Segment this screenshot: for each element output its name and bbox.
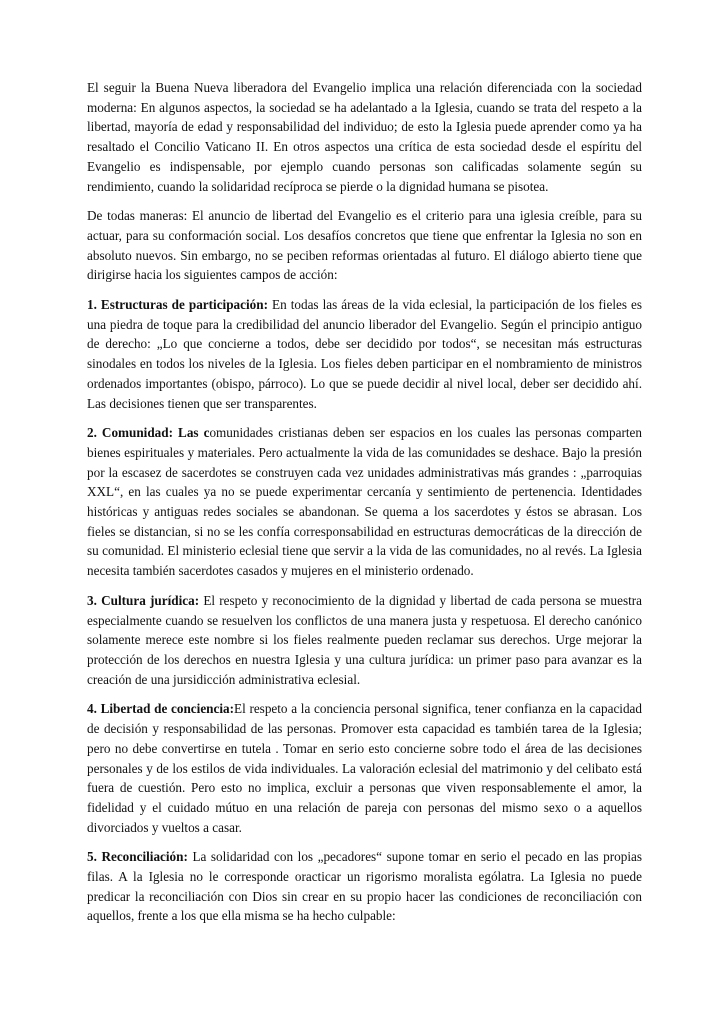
section-legal-culture-heading: 3. Cultura jurídica: <box>87 592 200 608</box>
section-conscience <box>87 699 642 837</box>
section-reconciliation-heading: 5. Reconciliación: <box>87 849 188 865</box>
section-legal-culture <box>87 591 642 690</box>
paragraph-fields-of-action <box>87 206 642 285</box>
section-reconciliation-text: La solidaridad con los „pecadores“ supone tomar en serio el pecado en las propias filas. A la Iglesia no le corresponde oracticar un rigorismo moralista ególatra. La Iglesia no puede predicar la reconciliación con Dios sin crear en su propio hacer las condiciones de reconciliación con aquellos, frente a los que ella misma se ha hecho culpable: <box>87 849 643 924</box>
section-reconciliation <box>87 847 642 926</box>
section-community <box>87 423 642 581</box>
paragraph-fields-text: De todas maneras: El anuncio de libertad del Evangelio es el criterio para una iglesia creíble, para su actuar, para su conformación social. Los desafíos concretos que tiene que enfrentar la Iglesia no son en absoluto nuevos. Sin embargo, no se peciben reformas orientadas al futuro. El diálogo abierto tiene que dirigirse hacia los siguientes campos de acción: <box>87 208 642 283</box>
section-conscience-heading: 4. Libertad de conciencia: <box>87 701 235 717</box>
section-participation-text: En todas las áreas de la vida eclesial, la participación de los fieles es una piedra de toque para la credibilidad del anuncio liberador del Evangelio. Según el principio antiguo de derecho: „Lo que concierne a todos, debe ser decidido por todos“, se necesitan más estructuras sinodales en todos los niveles de la Iglesia. Los fieles deben participar en el nombramiento de ministros ordenados importantes (obispo, párroco). Lo que se puede decidir al nivel local, deber ser decidido ahí. Las decisiones tienen que ser transparentes. <box>87 297 642 411</box>
paragraph-intro-text: El seguir la Buena Nueva liberadora del Evangelio implica una relación diferenciada con la sociedad moderna: En algunos aspectos, la sociedad se ha adelantado a la Iglesia, cuando se trata del respeto a la libertad, mayoría de edad y responsabilidad del individuo; de esto la Iglesia puede aprender como ya ha resaltado el Concilio Vaticano II. En otros aspectos una crítica de esta sociedad desde el espíritu del Evangelio es indispensable, por ejemplo cuando personas son calificadas solamente según su rendimiento, cuando la solidaridad recíproca se pierde o la dignidad humana se pisotea. <box>87 80 642 194</box>
section-participation-heading: 1. Estructuras de participación: <box>87 297 268 313</box>
section-legal-culture-text: El respeto y reconocimiento de la dignidad y libertad de cada persona se muestra especialmente cuando se resuelven los conflictos de una manera justa y respetuosa. El derecho canónico solamente merece este nombre si los fieles realmente pueden reclamar sus derechos. Urge mejorar la protección de los derechos en nuestra Iglesia y una cultura jurídica: un primer paso para avanzar es la creación de una jursidicción administrativa eclesial. <box>87 592 643 687</box>
paragraph-intro <box>87 78 642 196</box>
section-community-heading: 2. Comunidad: Las c <box>87 425 210 441</box>
section-community-text: omunidades cristianas deben ser espacios en los cuales las personas comparten bienes espirituales y materiales. Pero actualmente la vida de las comunidades se deshace. Bajo la presión por la escasez de sacerdotes se construyen cada vez unidades administrativas más grandes : „parroquias XXL“, en las cuales ya no se puede experimentar cercanía y sentimiento de pertenencia. Identidades históricas y antiguas redes sociales se abandonan. Se quema a los sacerdotes y éstos se abrasan. Los fieles se distancian, si no se les confía corresponsabilidad en estructuras democráticas de la dirección de su comunidad. El ministerio eclesial tiene que servir a la vida de las comunidades, no al revés. La Iglesia necesita también sacerdotes casados y mujeres en el ministerio ordenado. <box>87 425 642 579</box>
section-participation <box>87 295 642 413</box>
section-conscience-text: El respeto a la conciencia personal significa, tener confianza en la capacidad de decisión y responsabilidad de las personas. Promover esta capacidad es también tarea de la Iglesia; pero no debe convertirse en tutela . Tomar en serio esto concierne sobre todo el área de las decisiones personales y de los estilos de vida individuales. La valoración eclesial del matrimonio y del celibato está fuera de cuestión. Pero esto no implica, excluir a personas que viven responsablemente el amor, la fidelidad y el cuidado mútuo en una relación de pareja con personas del mismo sexo o a aquellos divorciados y vueltos a casar. <box>87 701 642 835</box>
